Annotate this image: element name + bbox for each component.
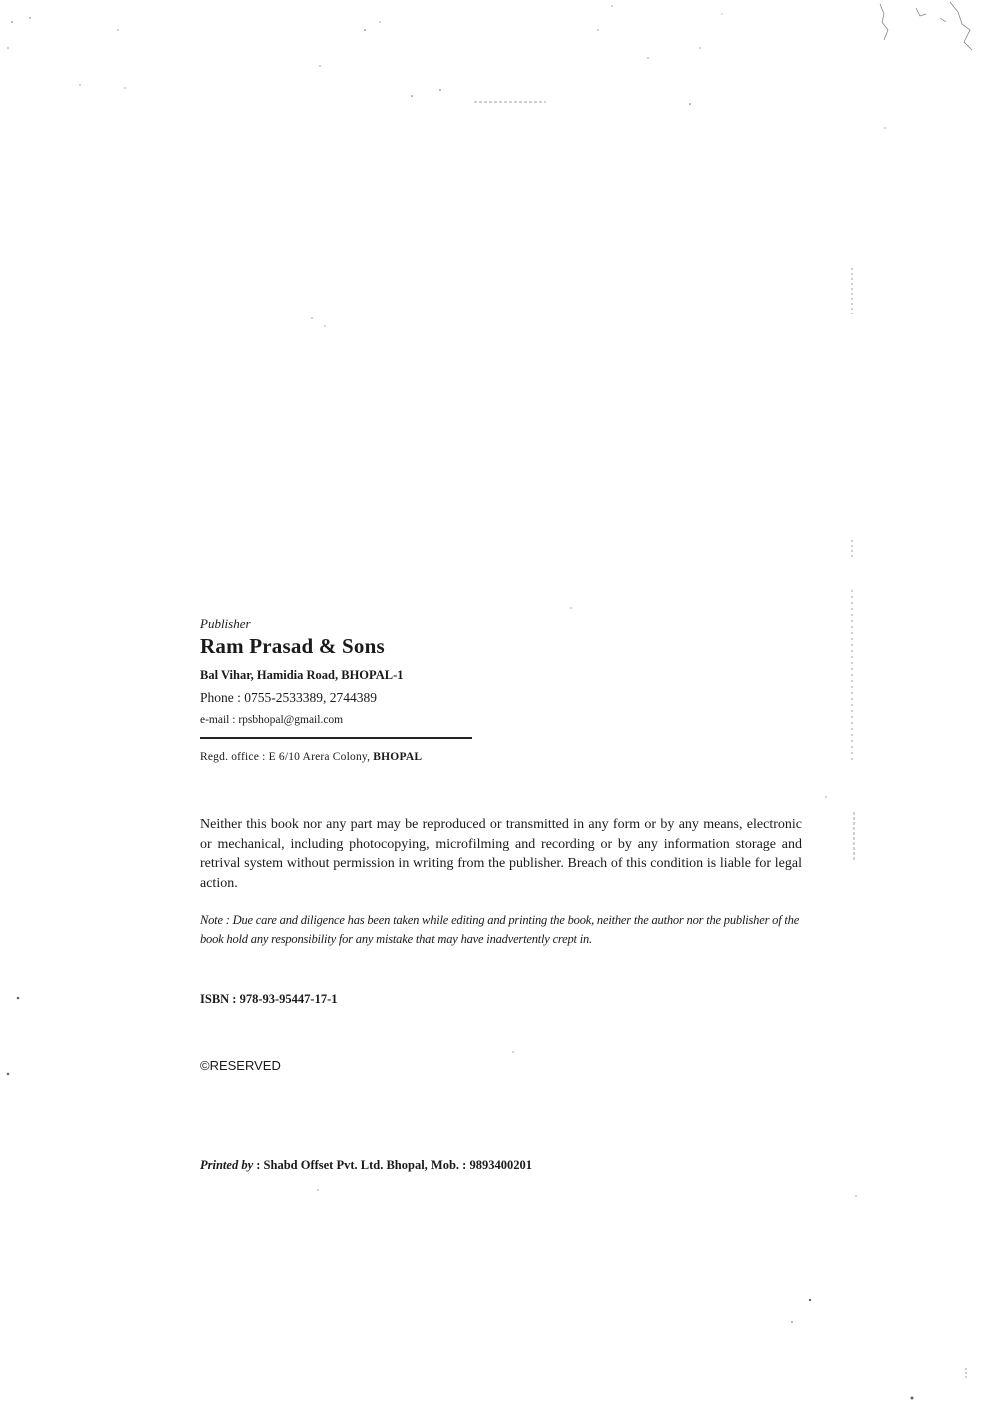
reserved-notice: ©RESERVED [200,1058,281,1073]
disclaimer-note: Note : Due care and diligence has been taken while editing and printing the book, neither the author nor the publisher of the book hold any responsibility for any mistake that may have inadvertently crept in. [200,913,800,946]
copyright-notice: Neither this book nor any part may be reproduced or transmitted in any form or by any means, electronic or mechanical, including photocopying, microfilming and recording or by any information storage and retrival system without permission in writing from the publisher. Breach of this condition is liable for legal action. [200,817,802,891]
registered-office-address: Regd. office : E 6/10 Arera Colony, [200,751,371,763]
printer-info [200,1158,532,1173]
publisher-name: Ram Prasad & Sons [200,634,385,658]
registered-office [200,751,422,763]
registered-office-city: BHOPAL [373,751,423,763]
printer-details: : Shabd Offset Pvt. Ltd. Bhopal, Mob. : 9893400201 [253,1158,532,1172]
publisher-label: Publisher [200,616,251,631]
printer-label: Printed by [200,1158,254,1172]
publisher-email: e-mail : rpsbhopal@gmail.com [200,714,344,726]
divider-line [200,737,472,739]
publisher-phone: Phone : 0755-2533389, 2744389 [200,690,377,705]
isbn: ISBN : 978-93-95447-17-1 [200,992,338,1006]
publisher-address: Bal Vihar, Hamidia Road, BHOPAL-1 [200,668,404,682]
